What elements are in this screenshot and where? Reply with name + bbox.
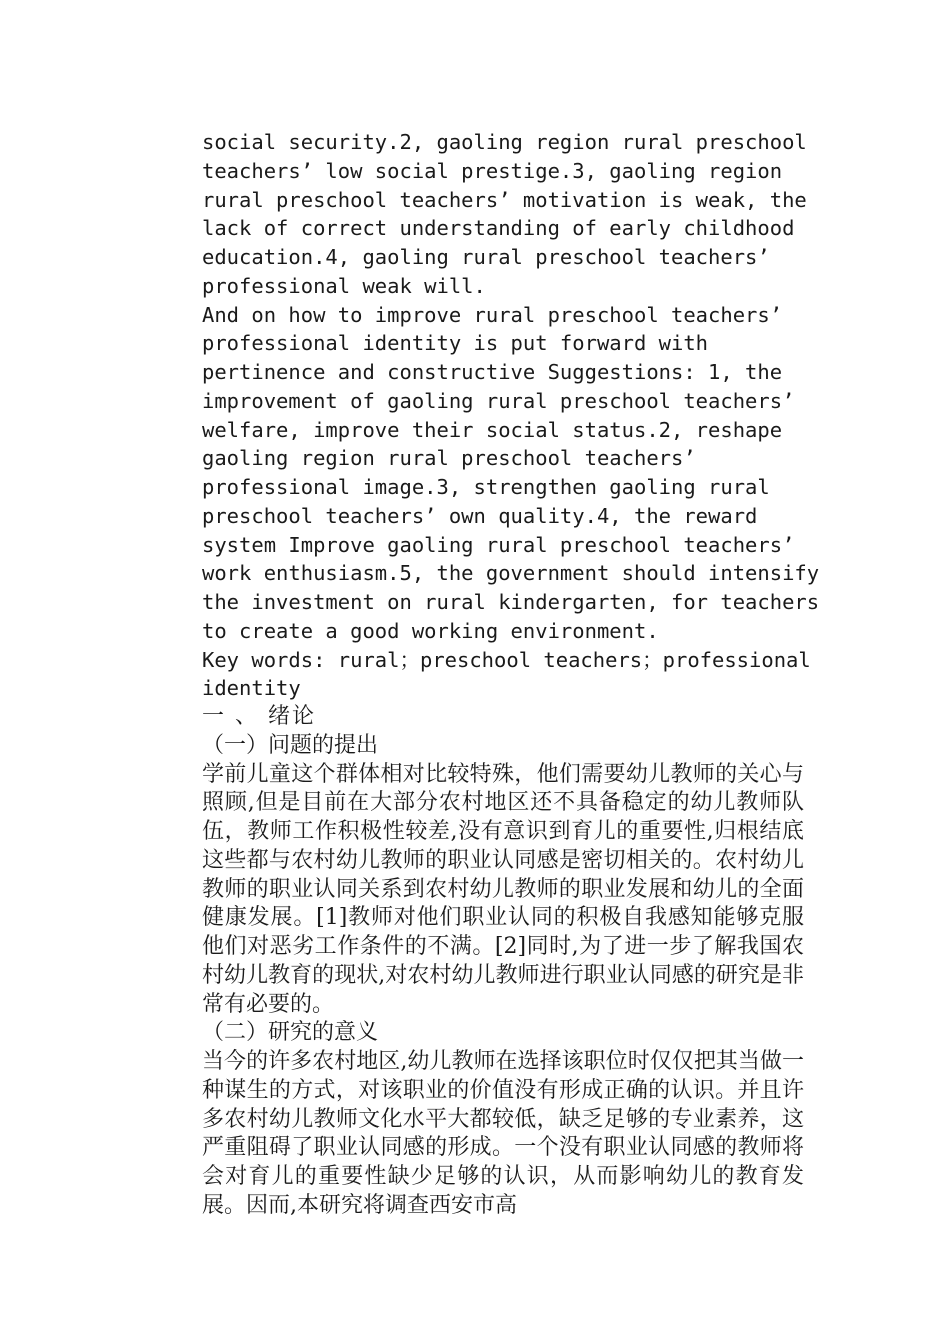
document-page	[202, 128, 822, 1221]
keywords: Key words: rural；preschool teachers；professional identity	[202, 647, 811, 701]
section-heading-introduction: 一 、 绪论	[202, 704, 316, 729]
subsection-heading-problem: （一）问题的提出	[202, 732, 379, 758]
paragraph-significance: 当今的许多农村地区,幼儿教师在选择该职位时仅仅把其当做一种谋生的方式，对该职业的价值没有形成正确的认识。并且许多农村幼儿教师文化水平大都较低，缺乏足够的专业素养，这严重阻碍了职业认同感的形成。一个没有职业认同感的教师将会对育儿的重要性缺少足够的认识，从而影响幼儿的教育发展。因而,本研究将调查西安市高	[202, 1049, 804, 1218]
subsection-heading-significance: （二）研究的意义	[202, 1020, 379, 1046]
paragraph-problem: 学前儿童这个群体相对比较特殊，他们需要幼儿教师的关心与照顾,但是目前在大部分农村地区还不具备稳定的幼儿教师队伍，教师工作积极性较差,没有意识到育儿的重要性,归根结底这些都与农村幼儿教师的职业认同感是密切相关的。农村幼儿教师的职业认同关系到农村幼儿教师的职业发展和幼儿的全面健康发展。[1]教师对他们职业认同的积极自我感知能够克服他们对恶劣工作条件的不满。[2]同时,为了进一步了解我国农村幼儿教育的现状,对农村幼儿教师进行职业认同感的研究是非常有必要的。	[202, 761, 804, 1017]
abstract-paragraph-2: And on how to improve rural preschool teachers’ professional identity is put forward with pertinence and constructive Suggestions: 1, the improvement of gaoling rural preschool teachers’ welfare, improve their social status.2, reshape gaoling region rural preschool teachers’ professional image.3, strengthen gaoling rural preschool teachers’ own quality.4, the reward system Improve gaoling rural preschool teachers’ work enthusiasm.5, the government should intensify the investment on rural kindergarten, for teachers to create a good working environment.	[202, 302, 820, 643]
abstract-paragraph-1: social security.2, gaoling region rural preschool teachers’ low social prestige.3, gaoling region rural preschool teachers’ motivation is weak, the lack of correct understanding of early childhood education.4, gaoling rural preschool teachers’ professional weak will.	[202, 130, 807, 298]
